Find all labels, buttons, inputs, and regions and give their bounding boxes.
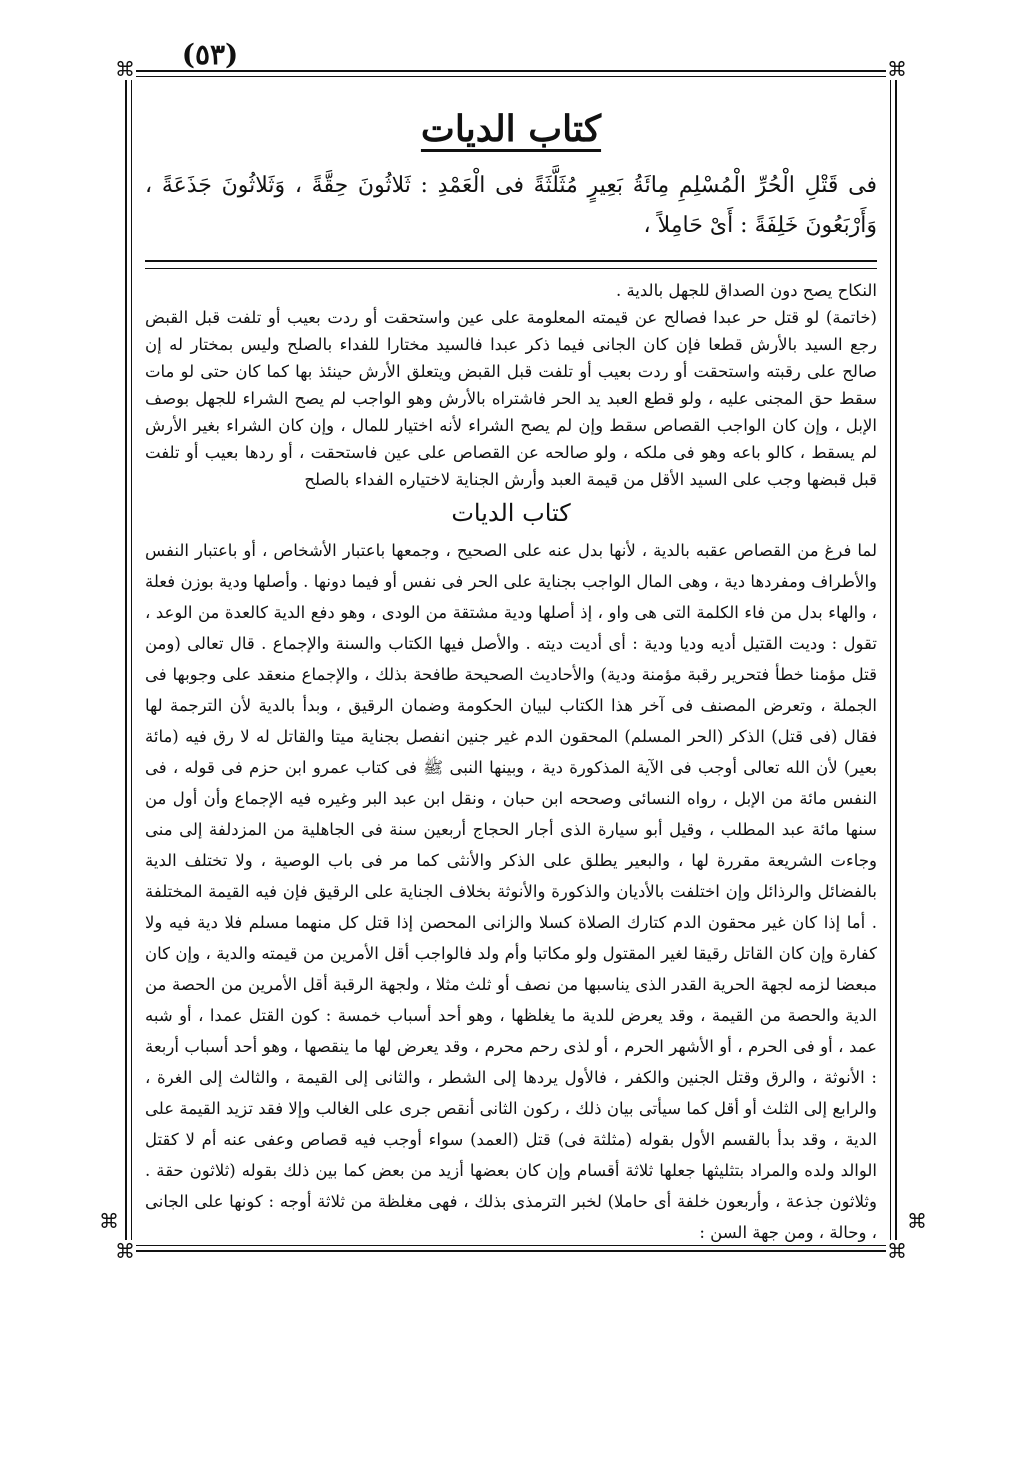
page-number: (٥٣) [181,38,239,71]
commentary-paragraph: (خاتمة) لو قتل حر عبدا فصالح عن قيمته المعلومة على عين واستحقت أو ردت بعيب أو تلفت قبل القبض رجع السيد بالأرش قطعا فإن كان الجانى فيما ذكر عبدا فالسيد مختارا للفداء بالصلح وليس بمختار له إن صالح على رقبته واستحقت أو ردت بعيب أو تلفت قبل القبض ويتعلق الأرش حينئذ بها كما كان حتى لو مات سقط حق المجنى عليه ، ولو قطع العبد يد الحر فاشتراه بالأرش وهو الواجب لم يصح الشراء للجهل بوصف الإبل ، وإن كان الواجب القصاص سقط وإن لم يصح الشراء لأنه اختيار للمال ، وإن كان الشراء بغير الأرش لم يسقط ، كالو باعه وهو فى ملكه ، ولو صالحه عن القصاص على عين فاستحقت ، أو ردها بعيب أو تلفت قبل قبضها وجب على السيد الأقل من قيمة العبد وأرش الجناية لاختياره الفداء بالصلح [145,308,877,489]
corner-ornament-icon: ⌘ [115,57,135,81]
chapter-title: كتاب الديات [420,108,602,150]
corner-ornament-icon: ⌘ [887,1239,907,1263]
commentary-paragraph: لما فرغ من القصاص عقبه بالدية ، لأنها بدل عنه على الصحيح ، وجمعها باعتبار الأشخاص ، أو باعتبار النفس والأطراف ومفردها دية ، وهى المال الواجب بجناية على الحر فى نفس أو فيما دونها . وأصلها ودية بوزن فعلة ، والهاء بدل من فاء الكلمة التى هى واو ، إذ أصلها ودية مشتقة من الودى ، وهو دفع الدية كالعدة من الوعد ، تقول : وديت القتيل أديه وديا ودية : أى أديت ديته . والأصل فيها الكتاب والسنة والإجماع . قال تعالى (ومن قتل مؤمنا خطأ فتحرير رقبة مؤمنة ودية) والأحاديث الصحيحة طافحة بذلك ، والإجماع منعقد على وجوبها فى الجملة ، وتعرض المصنف فى آخر هذا الكتاب لبيان الحكومة وضمان الرقيق ، وبدأ بالدية لأن الترجمة لها فقال (فى قتل) الذكر (الحر المسلم) المحقون الدم غير جنين انفصل بجناية ميتا والقاتل له لا رق فيه (مائة بعير) لأن الله تعالى أوجب فى الآية المذكورة دية ، وبينها النبى ﷺ فى كتاب عمرو ابن حزم فى قوله ، فى النفس مائة من الإبل ، رواه النسائى وصححه ابن حبان ، ونقل ابن عبد البر وغيره فيه الإجماع وأن أول من سنها مائة عبد المطلب ، وقيل أبو سيارة الذى أجار الحجاج أربعين سنة فى الجاهلية من المزدلفة إلى منى وجاءت الشريعة مقررة لها ، والبعير يطلق على الذكر والأنثى كما مر فى باب الوصية ، ولا تختلف الدية بالفضائل والرذائل وإن اختلفت بالأديان والذكورة والأنوثة بخلاف الجناية على الرقيق فإن فيه القيمة المختلفة . أما إذا كان غير محقون الدم كتارك الصلاة كسلا والزانى المحصن إذا قتل كل منهما مسلم فلا دية فيه ولا كفارة وإن كان القاتل رقيقا لغير المقتول ولو مكاتبا وأم ولد فالواجب أقل الأمرين من قيمته والدية ، وإن كان مبعضا لزمه لجهة الحرية القدر الذى يناسبها من نصف أو ثلث مثلا ، ولجهة الرقبة أقل الأمرين من الحصة من الدية والحصة من القيمة ، وقد يعرض للدية ما يغلظها ، وهو أحد أسباب خمسة : كون القتل عمدا ، أو شبه عمد ، أو فى الحرم ، أو الأشهر الحرم ، أو لذى رحم محرم ، وقد يعرض لها ما ينقصها ، وهو أحد أسباب أربعة : الأنوثة ، والرق وقتل الجنين والكفر ، فالأول يردها إلى الشطر ، والثانى إلى القيمة ، والثالث إلى الغرة ، والرابع إلى الثلث أو أقل كما سيأتى بيان ذلك ، ركون الثانى أنقص جرى على الغالب وإلا فقد تزيد القيمة على الدية ، وقد بدأ بالقسم الأول بقوله (مثلثة فى) قتل (العمد) سواء أوجب فيه قصاص وعفى عنه أم لا كقتل الوالد ولده والمراد بتثليثها جعلها ثلاثة أقسام وإن كان بعضها أزيد من بعض كما بين ذلك بقوله (ثلاثون حقة . وثلاثون جذعة ، وأربعون خلفة أى حاملا) لخبر الترمذى بذلك ، فهى مغلظة من ثلاثة أوجه : كونها على الجانى ، وحالة ، ومن جهة السن : [145,541,877,1242]
commentary-paragraph: النكاح يصح دون الصداق للجهل بالدية . [615,281,877,300]
page-content [145,100,877,1248]
corner-ornament-icon: ⌘ [887,57,907,81]
matn-text: فى قَتْلِ الْحُرِّ الْمُسْلِمِ مِائَةُ بَعِيرٍ مُثَلَّثَةً فى الْعَمْدِ : ثَلاثُونَ حِقَّةً ، وَثَلاثُونَ جَذَعَةً ، وَأَرْبَعُونَ خَلِفَةً : أَىْ حَامِلاً ، [145,173,877,238]
side-ornament-icon: ⌘ [907,1209,927,1233]
side-ornament-icon: ⌘ [99,1209,119,1233]
section-divider [145,260,877,269]
commentary-title: كتاب الديات [451,499,571,527]
corner-ornament-icon: ⌘ [115,1239,135,1263]
